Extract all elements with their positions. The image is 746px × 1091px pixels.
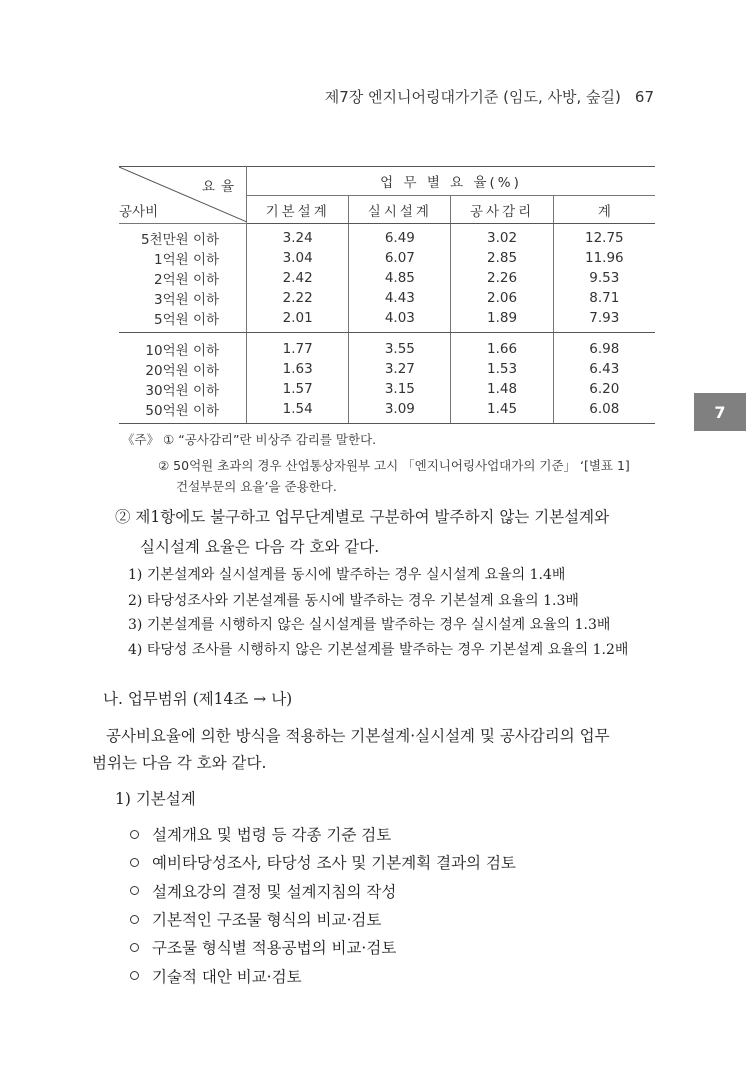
- supervision-rate-cell: 2.06: [451, 288, 553, 308]
- detail-rate-cell: 6.07: [349, 248, 451, 268]
- basic-rate-cell: 2.22: [247, 288, 349, 308]
- corner-label-cost: 공사비: [119, 204, 159, 220]
- basic-rate-cell: 1.63: [247, 359, 349, 379]
- table-corner-cell: [119, 167, 247, 224]
- supervision-rate-cell: 1.89: [451, 308, 553, 333]
- detail-rate-cell: 3.55: [349, 333, 451, 360]
- table-row: [119, 308, 655, 333]
- list-item-text: 설계개요 및 법령 등 각종 기준 검토: [152, 826, 392, 845]
- list-item-text: 기술적 대안 비교·검토: [152, 967, 302, 986]
- table-row: [119, 359, 655, 379]
- supervision-rate-cell: 2.85: [451, 248, 553, 268]
- circle-bullet-icon: [130, 971, 139, 980]
- cost-cell: 1억원 이하: [119, 248, 247, 268]
- supervision-rate-cell: 2.26: [451, 268, 553, 288]
- chapter-tab[interactable]: [694, 393, 746, 431]
- list-item-text: 구조물 형식별 적용공법의 비교·검토: [152, 939, 397, 958]
- col-header-supervision: 공사감리: [451, 196, 553, 224]
- detail-rate-cell: 4.85: [349, 268, 451, 288]
- table-note-3: 건설부문의 요율’을 준용한다.: [176, 479, 337, 494]
- cost-cell: 5천만원 이하: [119, 224, 247, 249]
- section2-item-3: 3) 기본설계를 시행하지 않은 실시설계를 발주하는 경우 실시설계 요율의 1.3배: [128, 617, 611, 633]
- table-note-2: ② 50억원 초과의 경우 산업통상자원부 고시 「엔지니어링사업대가의 기준」 ‘[별표 1]: [158, 458, 630, 473]
- col-header-total: 계: [553, 196, 655, 224]
- circle-bullet-icon: [130, 943, 139, 952]
- table-row: [119, 379, 655, 399]
- table-row: [119, 224, 655, 249]
- col-header-basic-design: 기본설계: [247, 196, 349, 224]
- detail-rate-cell: 3.09: [349, 399, 451, 424]
- total-rate-cell: 6.08: [553, 399, 655, 424]
- detail-rate-cell: 4.43: [349, 288, 451, 308]
- cost-cell: 30억원 이하: [119, 379, 247, 399]
- page-number: 67: [634, 88, 654, 106]
- list-item: [128, 848, 516, 876]
- cost-cell: 3억원 이하: [119, 288, 247, 308]
- total-rate-cell: 6.98: [553, 333, 655, 360]
- section2-item-2: 2) 타당성조사와 기본설계를 동시에 발주하는 경우 기본설계 요율의 1.3배: [128, 593, 579, 609]
- table-row: [119, 333, 655, 360]
- list-item-text: 설계요강의 결정 및 설계지침의 작성: [152, 882, 397, 901]
- total-rate-cell: 8.71: [553, 288, 655, 308]
- supervision-rate-cell: 3.02: [451, 224, 553, 249]
- section2-line2: 실시설계 요율은 다음 각 호와 같다.: [140, 538, 380, 556]
- total-rate-cell: 6.43: [553, 359, 655, 379]
- cost-cell: 20억원 이하: [119, 359, 247, 379]
- total-rate-cell: 12.75: [553, 224, 655, 249]
- total-rate-cell: 7.93: [553, 308, 655, 333]
- cost-cell: 2억원 이하: [119, 268, 247, 288]
- detail-rate-cell: 6.49: [349, 224, 451, 249]
- detail-rate-cell: 4.03: [349, 308, 451, 333]
- total-rate-cell: 9.53: [553, 268, 655, 288]
- circle-bullet-icon: [130, 858, 139, 867]
- total-rate-cell: 6.20: [553, 379, 655, 399]
- circle-bullet-icon: [130, 830, 139, 839]
- table-note-1: 《주》 ① “공사감리”란 비상주 감리를 말한다.: [122, 432, 377, 447]
- cost-cell: 10억원 이하: [119, 333, 247, 360]
- circle-bullet-icon: [130, 886, 139, 895]
- cost-cell: 5억원 이하: [119, 308, 247, 333]
- supervision-rate-cell: 1.48: [451, 379, 553, 399]
- list-item-text: 예비타당성조사, 타당성 조사 및 기본계획 결과의 검토: [152, 854, 516, 873]
- basic-rate-cell: 3.24: [247, 224, 349, 249]
- detail-rate-cell: 3.27: [349, 359, 451, 379]
- list-item: [128, 820, 516, 848]
- scope-para-line2: 범위는 다음 각 호와 같다.: [92, 754, 267, 772]
- section2-item-1: 1) 기본설계와 실시설계를 동시에 발주하는 경우 실시설계 요율의 1.4배: [128, 567, 566, 583]
- basic-rate-cell: 1.77: [247, 333, 349, 360]
- list-item: [128, 905, 516, 933]
- section2-line1: ② 제1항에도 불구하고 업무단계별로 구분하여 발주하지 않는 기본설계와: [115, 508, 610, 526]
- basic-rate-cell: 2.01: [247, 308, 349, 333]
- table-row: [119, 288, 655, 308]
- supervision-rate-cell: 1.66: [451, 333, 553, 360]
- circle-bullet-icon: [130, 915, 139, 924]
- table-row: [119, 268, 655, 288]
- list-item: [128, 933, 516, 961]
- scope-para-line1: 공사비요율에 의한 방식을 적용하는 기본설계·실시설계 및 공사감리의 업무: [106, 727, 610, 745]
- table-row: [119, 399, 655, 424]
- basic-rate-cell: 3.04: [247, 248, 349, 268]
- supervision-rate-cell: 1.45: [451, 399, 553, 424]
- sub-heading-basic-design: 1) 기본설계: [115, 790, 196, 808]
- detail-rate-cell: 3.15: [349, 379, 451, 399]
- section2-item-4: 4) 타당성 조사를 시행하지 않은 기본설계를 발주하는 경우 기본설계 요율의 1.2배: [128, 642, 629, 658]
- basic-rate-cell: 2.42: [247, 268, 349, 288]
- cost-cell: 50억원 이하: [119, 399, 247, 424]
- supervision-rate-cell: 1.53: [451, 359, 553, 379]
- list-item: [128, 877, 516, 905]
- basic-design-task-list: [128, 820, 516, 990]
- section-heading: 나. 업무범위 (제14조 → 나): [103, 690, 293, 708]
- basic-rate-cell: 1.54: [247, 399, 349, 424]
- chapter-title: 제7장 엔지니어링대가기준 (임도, 사방, 숲길): [324, 88, 621, 106]
- basic-rate-cell: 1.57: [247, 379, 349, 399]
- group-header: 업 무 별 요 율(%): [247, 167, 655, 196]
- corner-label-rate: 요율: [201, 179, 241, 195]
- list-item: [128, 961, 516, 989]
- page-header: [325, 86, 654, 107]
- rate-table: [119, 166, 655, 424]
- table-row: [119, 248, 655, 268]
- chapter-tab-label: 7: [714, 402, 726, 422]
- total-rate-cell: 11.96: [553, 248, 655, 268]
- list-item-text: 기본적인 구조물 형식의 비교·검토: [152, 911, 382, 930]
- col-header-detail-design: 실시설계: [349, 196, 451, 224]
